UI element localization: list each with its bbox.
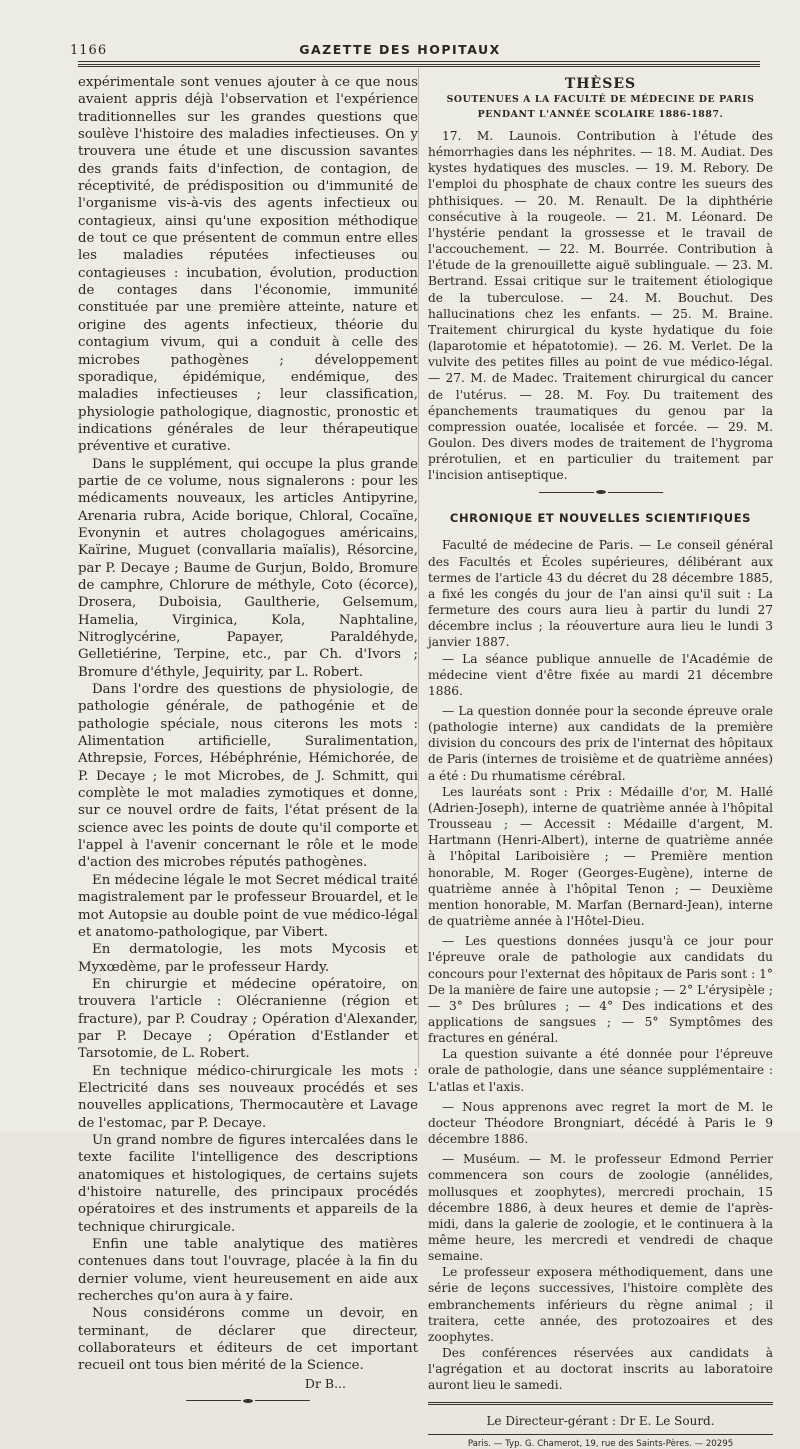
right-column [428,74,773,1449]
news-paragraph: — La séance publique annuelle de l'Académie de médecine vient d'être fixée au mardi 21 décembre 1886. [428,651,773,698]
author-signature: Dr B... [304,1375,346,1391]
footer-rule [428,1402,773,1406]
theses-title: THÈSES [564,76,637,92]
printer-imprint: Paris. — Typ. G. Chamerot, 19, rue des Saints-Pères. — 20295 [467,1438,734,1449]
news-paragraph: Faculté de médecine de Paris. — Le conseil général des Facultés et Écoles supérieures, délibérant aux termes de l'article 43 du décret du 28 décembre 1885, a fixé les congés du jour de l'an ainsi qu'il suit : La fermeture des cours aura lieu à partir du lundi 27 décembre inclus ; la réouverture aura lieu le lundi 3 janvier 1887. [428,538,773,650]
section-separator [428,485,773,499]
review-paragraph: Nous considérons comme un devoir, en terminant, de déclarer que directeur, collaborateurs et éditeurs de cet important recueil ont tous bien mérité de la Science. [78,1306,418,1374]
theses-subtitle: PENDANT L'ANNÉE SCOLAIRE 1886-1887. [477,109,724,120]
review-paragraph: En technique médico-chirurgicale les mots : Electricité dans ses nouveaux procédés et ses nouvelles applications, Thermocautère et Lavage de l'estomac, par P. Decaye. [78,1063,418,1131]
news-paragraph: — Les questions données jusqu'à ce jour pour l'épreuve orale de pathologie aux candidats du concours pour l'externat des hôpitaux de Paris sont : 1° De la manière de faire une autopsie ; — 2° L'érysipèle ; — 3° Des brûlures ; — 4° Des indications et des applications de sangsues ; — 5° Symptômes des fractures en général. [428,934,773,1046]
review-paragraph: En chirurgie et médecine opératoire, on trouvera l'article : Olécranienne (région et fracture), par P. Coudray ; Opération d'Alexander, par P. Decaye ; Opération d'Estlander et Tarsotomie, de L. Robert. [78,976,418,1062]
theses-subtitle: SOUTENUES A LA FACULTÉ DE MÉDECINE DE PARIS [446,94,755,105]
news-paragraph: La question suivante a été donnée pour l'épreuve orale de pathologie, dans une séance supplémentaire : L'atlas et l'axis. [428,1047,773,1094]
review-paragraph: En dermatologie, les mots Mycosis et Myxœdème, par le professeur Hardy. [78,942,418,975]
review-paragraph: Enfin une table analytique des matières contenues dans tout l'ouvrage, placée à la fin du dernier volume, vient heureusement en aide aux recherches qu'on aura à y faire. [78,1237,418,1305]
review-paragraph: En médecine légale le mot Secret médical traité magistralement par le professeur Brouardel, et le mot Autopsie au double point de vue médico-légal et anatomo-pathologique, par Vibert. [78,872,418,940]
review-paragraph: Dans l'ordre des questions de physiologie, de pathologie générale, de pathogénie et de pathologie spéciale, nous citerons les mots : Alimentation artificielle, Suralimentation, Athrepsie, Forces, Hébéphrénie, Hémichorée, de P. Decaye ; le mot Microbes, de J. Schmitt, qui complète le mot maladies zymotiques et donne, sur ce nouvel ordre de faits, l'état présent de la science avec les points de doute qu'il comporte et l'appel à l'avenir concernant le rôle et le mode d'action des microbes réputés pathogènes. [78,682,418,871]
director-line: Le Directeur-gérant : Dr E. Le Sourd. [486,1413,715,1428]
theses-list: 17. M. Launois. Contribution à l'étude des hémorrhagies dans les néphrites. — 18. M. Audiat. Des kystes hydatiques des muscles. — 19. M. Rebory. De l'emploi du phosphate de chaux contre les sueurs des phthisiques. — 20. M. Renault. De la diphthérie consécutive à la rougeole. — 21. M. Léonard. De l'hystérie pendant la grossesse et le travail de l'accouchement. — 22. M. Bourrée. Contribution à l'étude de la grenouillette aiguë sublinguale. — 23. M. Bertrand. Essai critique sur le traitement étiologique de la tuberculose. — 24. M. Bouchut. Des hallucinations chez les enfants. — 25. M. Braine. Traitement chirurgical du kyste hydatique du foie (laparotomie et hépatotomie). — 26. M. Verlet. De la vulvite des petites filles au point de vue médico-légal. — 27. M. de Madec. Traitement chirurgical du cancer de l'utérus. — 28. M. Foy. Du traitement des épanchements traumatiques du genou par la compression ouatée, localisée et forcée. — 29. M. Goulon. Des divers modes de traitement de l'hygroma prérotulien, et en particulier du traitement par l'incision antiseptique. [428,129,773,483]
header-rule [78,61,760,67]
section-separator [78,1394,418,1408]
column-divider [418,68,419,1068]
review-paragraph: Un grand nombre de figures intercalées dans le texte facilite l'intelligence des descriptions anatomiques et histologiques, de certains sujets d'histoire naturelle, des principaux procédés opératoires et des instruments et appareils de la technique chirurgicale. [78,1132,418,1235]
page-number: 1166 [70,43,108,58]
review-paragraph: Dans le supplément, qui occupe la plus grande partie de ce volume, nous signalerons : pour les médicaments nouveaux, les articles Antipyrine, Arenaria rubra, Acide borique, Chloral, Cocaïne, Evonynin et autres cholagogues américains, Kaïrine, Muguet (convallaria maïalis), Résorcine, par P. Decaye ; Baume de Gurjun, Boldo, Bromure de camphre, Chlorure de méthyle, Coto (écorce), Drosera, Duboisia, Gaultherie, Gelsemum, Hamelia, Virginica, Kola, Naphtaline, Nitroglycérine, Papayer, Paraldéhyde, Gelletiérine, Terpine, etc., par Ch. d'Ivors ; Bromure d'éthyle, Jequirity, par L. Robert. [78,456,418,680]
left-column [78,74,418,1410]
review-paragraph: expérimentale sont venues ajouter à ce que nous avaient appris déjà l'observation et l'expérience traditionnelles sur les grandes questions que soulève l'histoire des maladies infectieuses. On y trouvera une étude et une discussion savantes des grands faits d'infection, de contagion, de réceptivité, de prédisposition ou d'immunité de l'organisme vis-à-vis des agents infectieux ou contagieux, ainsi qu'une exposition méthodique de tout ce que présentent de commun entre elles les maladies réputées infectieuses ou contagieuses : incubation, évolution, production de contages dans l'économie, immunité constituée par une première atteinte, nature et origine des agents infectieux, théorie du contagium vivum, qui a conduit à celle des microbes pathogènes ; développement sporadique, épidémique, endémique, des maladies infectieuses ; leur classification, physiologie pathologique, diagnostic, pronostic et indications générales de leur thérapeutique préventive et curative. [78,75,418,455]
chronique-title: CHRONIQUE ET NOUVELLES SCIENTIFIQUES [449,511,752,526]
journal-title: GAZETTE DES HOPITAUX [299,42,501,57]
news-paragraph: — Muséum. — M. le professeur Edmond Perrier commencera son cours de zoologie (annélides, mollusques et zoophytes), mercredi prochain, 15 décembre 1886, à deux heures et demie de l'après-midi, dans la galerie de zoologie, et le continuera à la même heure, les mercredi et vendredi de chaque semaine. [428,1152,773,1264]
news-paragraph: — Nous apprenons avec regret la mort de M. le docteur Théodore Brongniart, décédé à Paris le 9 décembre 1886. [428,1099,773,1147]
news-paragraph: Les lauréats sont : Prix : Médaille d'or, M. Hallé (Adrien-Joseph), interne de quatrième année à l'hôpital Trousseau ; — Accessit : Médaille d'argent, M. Hartmann (Henri-Albert), interne de quatrième année à l'hôpital Lariboisière ; — Première mention honorable, M. Roger (Georges-Eugène), interne de quatrième année à l'hôpital Tenon ; — Deuxième mention honorable, M. Marfan (Bernard-Jean), interne de quatrième année à l'Hôtel-Dieu. [428,784,773,929]
news-paragraph: Le professeur exposera méthodiquement, dans une série de leçons successives, l'histoire complète des embranchements inférieurs du règne animal ; il traitera, cette année, des protozoaires et des zoophytes. [428,1265,773,1344]
news-paragraph: Des conférences réservées aux candidats à l'agrégation et au doctorat inscrits au laboratoire auront lieu le samedi. [428,1346,773,1393]
news-paragraph: — La question donnée pour la seconde épreuve orale (pathologie interne) aux candidats de la première division du concours des prix de l'internat des hôpitaux de Paris (internes de troisième et de quatrième années) a été : Du rhumatisme cérébral. [428,704,773,783]
footer-rule [428,1434,773,1435]
